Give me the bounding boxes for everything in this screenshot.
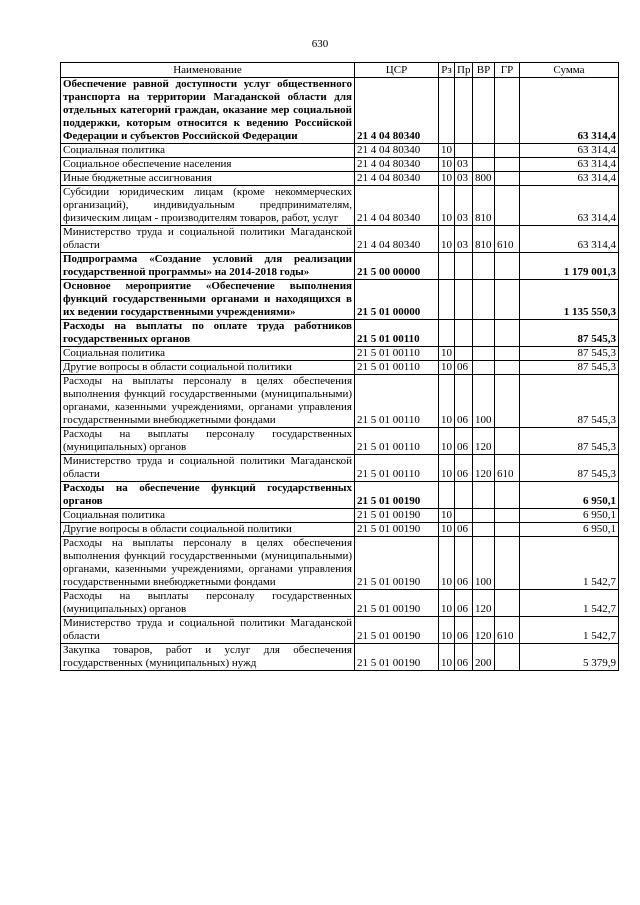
row-sum: 63 314,4 bbox=[520, 172, 619, 186]
row-rz: 10 bbox=[439, 226, 455, 253]
row-csr: 21 5 01 00190 bbox=[355, 644, 439, 671]
row-name: Другие вопросы в области социальной политики bbox=[61, 523, 355, 537]
row-gr bbox=[495, 172, 520, 186]
row-gr bbox=[495, 375, 520, 428]
row-csr: 21 4 04 80340 bbox=[355, 226, 439, 253]
table-row bbox=[61, 186, 619, 226]
row-pr bbox=[455, 509, 473, 523]
header-pr: Пр bbox=[455, 63, 473, 78]
row-gr bbox=[495, 144, 520, 158]
row-csr: 21 4 04 80340 bbox=[355, 172, 439, 186]
row-pr: 06 bbox=[455, 644, 473, 671]
table-row bbox=[61, 280, 619, 320]
row-rz: 10 bbox=[439, 509, 455, 523]
row-sum: 1 542,7 bbox=[520, 537, 619, 590]
row-pr: 06 bbox=[455, 617, 473, 644]
table-row bbox=[61, 537, 619, 590]
row-vr bbox=[473, 482, 495, 509]
table-row bbox=[61, 617, 619, 644]
header-gr: ГР bbox=[495, 63, 520, 78]
row-sum: 5 379,9 bbox=[520, 644, 619, 671]
row-name: Расходы на выплаты персоналу в целях обеспечения выполнения функций государственными (муниципальными) органами, казенными учреждениями, органами управления государственными внебюджетными фондами bbox=[61, 537, 355, 590]
row-rz: 10 bbox=[439, 375, 455, 428]
row-gr: 610 bbox=[495, 617, 520, 644]
row-name: Социальное обеспечение населения bbox=[61, 158, 355, 172]
row-vr bbox=[473, 253, 495, 280]
row-csr: 21 5 01 00110 bbox=[355, 455, 439, 482]
row-rz: 10 bbox=[439, 158, 455, 172]
row-name: Расходы на выплаты персоналу государственных (муниципальных) органов bbox=[61, 590, 355, 617]
header-sum: Сумма bbox=[520, 63, 619, 78]
row-sum: 1 542,7 bbox=[520, 617, 619, 644]
row-csr: 21 4 04 80340 bbox=[355, 186, 439, 226]
row-rz bbox=[439, 253, 455, 280]
row-pr: 06 bbox=[455, 428, 473, 455]
row-gr bbox=[495, 253, 520, 280]
row-gr bbox=[495, 482, 520, 509]
row-rz bbox=[439, 280, 455, 320]
row-name: Расходы на выплаты персоналу государственных (муниципальных) органов bbox=[61, 428, 355, 455]
row-csr: 21 5 01 00110 bbox=[355, 320, 439, 347]
row-vr: 100 bbox=[473, 537, 495, 590]
row-rz: 10 bbox=[439, 428, 455, 455]
table-row bbox=[61, 78, 619, 144]
row-vr: 810 bbox=[473, 226, 495, 253]
row-gr bbox=[495, 78, 520, 144]
table-row bbox=[61, 455, 619, 482]
row-name: Расходы на обеспечение функций государственных органов bbox=[61, 482, 355, 509]
row-gr bbox=[495, 186, 520, 226]
row-name: Другие вопросы в области социальной политики bbox=[61, 361, 355, 375]
row-vr bbox=[473, 158, 495, 172]
row-rz: 10 bbox=[439, 537, 455, 590]
table-row bbox=[61, 590, 619, 617]
header-name: Наименование bbox=[61, 63, 355, 78]
row-gr: 610 bbox=[495, 455, 520, 482]
table-row bbox=[61, 361, 619, 375]
row-gr bbox=[495, 347, 520, 361]
row-sum: 63 314,4 bbox=[520, 186, 619, 226]
row-gr bbox=[495, 320, 520, 347]
table-row bbox=[61, 320, 619, 347]
header-vr: ВР bbox=[473, 63, 495, 78]
table-row bbox=[61, 644, 619, 671]
row-vr bbox=[473, 509, 495, 523]
row-pr bbox=[455, 253, 473, 280]
table-row bbox=[61, 144, 619, 158]
row-sum: 1 542,7 bbox=[520, 590, 619, 617]
row-name: Расходы на выплаты по оплате труда работников государственных органов bbox=[61, 320, 355, 347]
row-csr: 21 4 04 80340 bbox=[355, 78, 439, 144]
row-pr bbox=[455, 482, 473, 509]
row-pr bbox=[455, 280, 473, 320]
row-sum: 6 950,1 bbox=[520, 509, 619, 523]
row-gr bbox=[495, 428, 520, 455]
row-vr bbox=[473, 361, 495, 375]
table-row bbox=[61, 375, 619, 428]
row-csr: 21 5 01 00110 bbox=[355, 347, 439, 361]
row-sum: 87 545,3 bbox=[520, 347, 619, 361]
row-rz bbox=[439, 78, 455, 144]
row-name: Субсидии юридическим лицам (кроме некоммерческих организаций), индивидуальным предпринимателям, физическим лицам - производителям товаров, работ, услуг bbox=[61, 186, 355, 226]
row-rz: 10 bbox=[439, 347, 455, 361]
row-vr: 120 bbox=[473, 617, 495, 644]
row-rz: 10 bbox=[439, 144, 455, 158]
row-gr bbox=[495, 280, 520, 320]
row-csr: 21 5 01 00190 bbox=[355, 482, 439, 509]
row-csr: 21 5 01 00110 bbox=[355, 428, 439, 455]
header-csr: ЦСР bbox=[355, 63, 439, 78]
row-name: Обеспечение равной доступности услуг общественного транспорта на территории Магаданской области для отдельных категорий граждан, оказание мер социальной поддержки, которым относится к ведению Российской Федерации и субъектов Российской Федерации bbox=[61, 78, 355, 144]
row-name: Подпрограмма «Создание условий для реализации государственной программы» на 2014-2018 годы» bbox=[61, 253, 355, 280]
table-row bbox=[61, 509, 619, 523]
row-pr: 06 bbox=[455, 537, 473, 590]
row-sum: 63 314,4 bbox=[520, 78, 619, 144]
row-csr: 21 5 01 00000 bbox=[355, 280, 439, 320]
row-pr: 03 bbox=[455, 172, 473, 186]
table-row bbox=[61, 172, 619, 186]
row-vr: 120 bbox=[473, 590, 495, 617]
table-row bbox=[61, 253, 619, 280]
row-pr bbox=[455, 320, 473, 347]
row-vr bbox=[473, 78, 495, 144]
row-pr: 03 bbox=[455, 186, 473, 226]
row-gr bbox=[495, 361, 520, 375]
row-csr: 21 5 00 00000 bbox=[355, 253, 439, 280]
row-vr: 800 bbox=[473, 172, 495, 186]
row-vr bbox=[473, 144, 495, 158]
row-vr bbox=[473, 320, 495, 347]
row-name: Основное мероприятие «Обеспечение выполнения функций государственными органами и находящихся в их ведении государственными учреждениями» bbox=[61, 280, 355, 320]
row-pr bbox=[455, 347, 473, 361]
row-rz bbox=[439, 320, 455, 347]
row-name: Социальная политика bbox=[61, 509, 355, 523]
row-sum: 87 545,3 bbox=[520, 361, 619, 375]
row-name: Закупка товаров, работ и услуг для обеспечения государственных (муниципальных) нужд bbox=[61, 644, 355, 671]
row-rz: 10 bbox=[439, 590, 455, 617]
row-rz bbox=[439, 482, 455, 509]
row-rz: 10 bbox=[439, 361, 455, 375]
row-vr bbox=[473, 347, 495, 361]
row-vr: 810 bbox=[473, 186, 495, 226]
table-row bbox=[61, 482, 619, 509]
row-sum: 6 950,1 bbox=[520, 482, 619, 509]
row-name: Министерство труда и социальной политики Магаданской области bbox=[61, 226, 355, 253]
row-pr: 06 bbox=[455, 455, 473, 482]
row-gr bbox=[495, 590, 520, 617]
row-name: Министерство труда и социальной политики Магаданской области bbox=[61, 617, 355, 644]
row-gr bbox=[495, 537, 520, 590]
row-sum: 1 135 550,3 bbox=[520, 280, 619, 320]
table-row bbox=[61, 226, 619, 253]
table-body bbox=[61, 78, 619, 671]
row-rz: 10 bbox=[439, 617, 455, 644]
row-gr bbox=[495, 523, 520, 537]
row-vr bbox=[473, 523, 495, 537]
row-vr: 120 bbox=[473, 428, 495, 455]
row-sum: 87 545,3 bbox=[520, 375, 619, 428]
table-row bbox=[61, 523, 619, 537]
row-rz: 10 bbox=[439, 523, 455, 537]
row-name: Иные бюджетные ассигнования bbox=[61, 172, 355, 186]
row-csr: 21 5 01 00190 bbox=[355, 590, 439, 617]
row-csr: 21 5 01 00190 bbox=[355, 617, 439, 644]
table-row bbox=[61, 158, 619, 172]
row-csr: 21 4 04 80340 bbox=[355, 144, 439, 158]
row-sum: 6 950,1 bbox=[520, 523, 619, 537]
row-sum: 87 545,3 bbox=[520, 428, 619, 455]
row-sum: 63 314,4 bbox=[520, 144, 619, 158]
row-csr: 21 5 01 00110 bbox=[355, 361, 439, 375]
row-rz: 10 bbox=[439, 172, 455, 186]
row-name: Расходы на выплаты персоналу в целях обеспечения выполнения функций государственными (муниципальными) органами, казенными учреждениями, органами управления государственными внебюджетными фондами bbox=[61, 375, 355, 428]
table-header-row bbox=[61, 63, 619, 78]
row-sum: 63 314,4 bbox=[520, 158, 619, 172]
row-name: Социальная политика bbox=[61, 144, 355, 158]
row-sum: 1 179 001,3 bbox=[520, 253, 619, 280]
row-vr: 120 bbox=[473, 455, 495, 482]
header-rz: Рз bbox=[439, 63, 455, 78]
table-row bbox=[61, 347, 619, 361]
row-csr: 21 5 01 00190 bbox=[355, 537, 439, 590]
row-pr bbox=[455, 78, 473, 144]
row-gr bbox=[495, 509, 520, 523]
row-rz: 10 bbox=[439, 644, 455, 671]
row-sum: 87 545,3 bbox=[520, 455, 619, 482]
row-rz: 10 bbox=[439, 186, 455, 226]
row-pr: 06 bbox=[455, 375, 473, 428]
row-gr bbox=[495, 644, 520, 671]
row-sum: 87 545,3 bbox=[520, 320, 619, 347]
row-vr: 100 bbox=[473, 375, 495, 428]
table-row bbox=[61, 428, 619, 455]
row-csr: 21 5 01 00190 bbox=[355, 523, 439, 537]
row-vr: 200 bbox=[473, 644, 495, 671]
row-vr bbox=[473, 280, 495, 320]
row-pr: 06 bbox=[455, 523, 473, 537]
budget-table bbox=[60, 62, 619, 671]
row-gr bbox=[495, 158, 520, 172]
row-csr: 21 4 04 80340 bbox=[355, 158, 439, 172]
row-csr: 21 5 01 00110 bbox=[355, 375, 439, 428]
row-rz: 10 bbox=[439, 455, 455, 482]
row-pr: 06 bbox=[455, 361, 473, 375]
row-name: Социальная политика bbox=[61, 347, 355, 361]
page-number: 630 bbox=[311, 38, 329, 50]
row-name: Министерство труда и социальной политики Магаданской области bbox=[61, 455, 355, 482]
row-gr: 610 bbox=[495, 226, 520, 253]
row-pr: 03 bbox=[455, 158, 473, 172]
row-sum: 63 314,4 bbox=[520, 226, 619, 253]
row-pr: 06 bbox=[455, 590, 473, 617]
row-pr: 03 bbox=[455, 226, 473, 253]
row-csr: 21 5 01 00190 bbox=[355, 509, 439, 523]
row-pr bbox=[455, 144, 473, 158]
